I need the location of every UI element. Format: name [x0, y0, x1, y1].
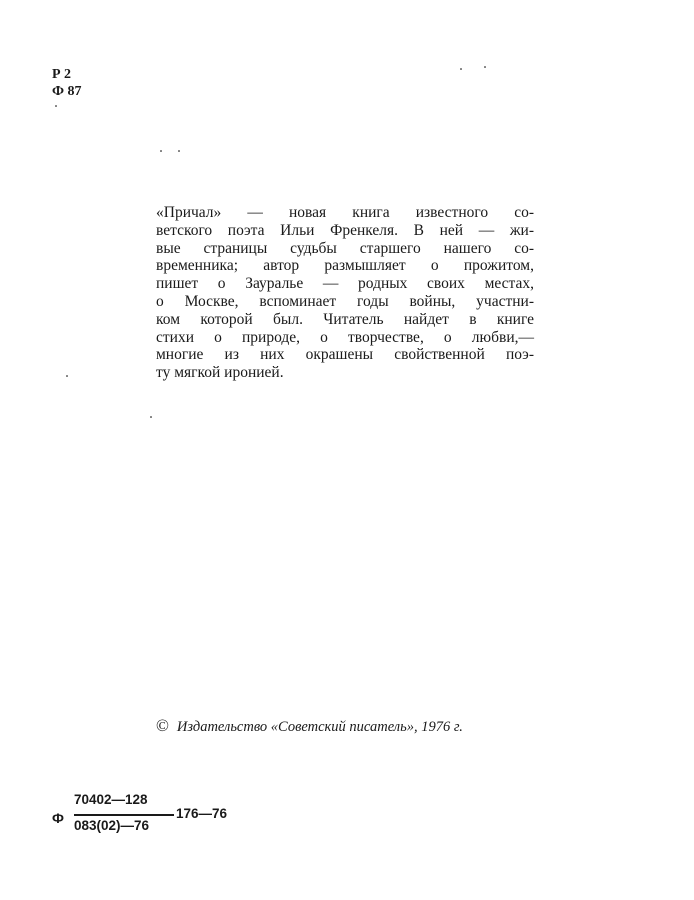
- annotation-line: многие из них окрашены свойственной поэ-: [156, 346, 534, 364]
- classification-codes: [52, 66, 82, 100]
- author-sign: Ф 87: [52, 84, 82, 99]
- annotation-line: временника; автор размышляет о прожитом,: [156, 257, 534, 275]
- copyright-text: Издательство «Советский писатель», 1976 г.: [176, 719, 463, 735]
- copyright-icon: ©: [156, 716, 169, 735]
- annotation-line: ту мягкой иронией.: [156, 364, 284, 382]
- annotation-line: пишет о Зауралье — родных своих местах,: [156, 275, 534, 293]
- index-suffix: 176—76: [176, 806, 228, 821]
- scan-speck: [460, 68, 462, 70]
- annotation-line: ком которой был. Читатель найдет в книге: [156, 310, 534, 328]
- annotation-line: «Причал» — новая книга известного со-: [156, 204, 534, 221]
- annotation-line: вые страницы судьбы старшего нашего со-: [156, 239, 534, 257]
- fraction-bar: [74, 814, 174, 816]
- bbk-code: Р 2: [52, 67, 72, 82]
- annotation-line: ветского поэта Ильи Френкеля. В ней — жи-: [156, 221, 534, 239]
- index-letter: Ф: [52, 810, 64, 826]
- annotation-line: стихи о природе, о творчестве, о любви,—: [156, 328, 534, 346]
- scan-speck: [160, 150, 162, 152]
- annotation-line: о Москве, вспоминает годы войны, участни-: [156, 292, 534, 310]
- index-numerator: 70402—128: [74, 792, 148, 807]
- scan-speck: [484, 66, 486, 68]
- scan-speck: [150, 416, 152, 418]
- scan-speck: [55, 105, 57, 107]
- book-annotation: [156, 204, 534, 382]
- copyright-notice: [156, 716, 463, 736]
- scan-speck: [178, 150, 180, 152]
- index-denominator: 083(02)—76: [74, 818, 150, 833]
- scan-speck: [66, 375, 68, 377]
